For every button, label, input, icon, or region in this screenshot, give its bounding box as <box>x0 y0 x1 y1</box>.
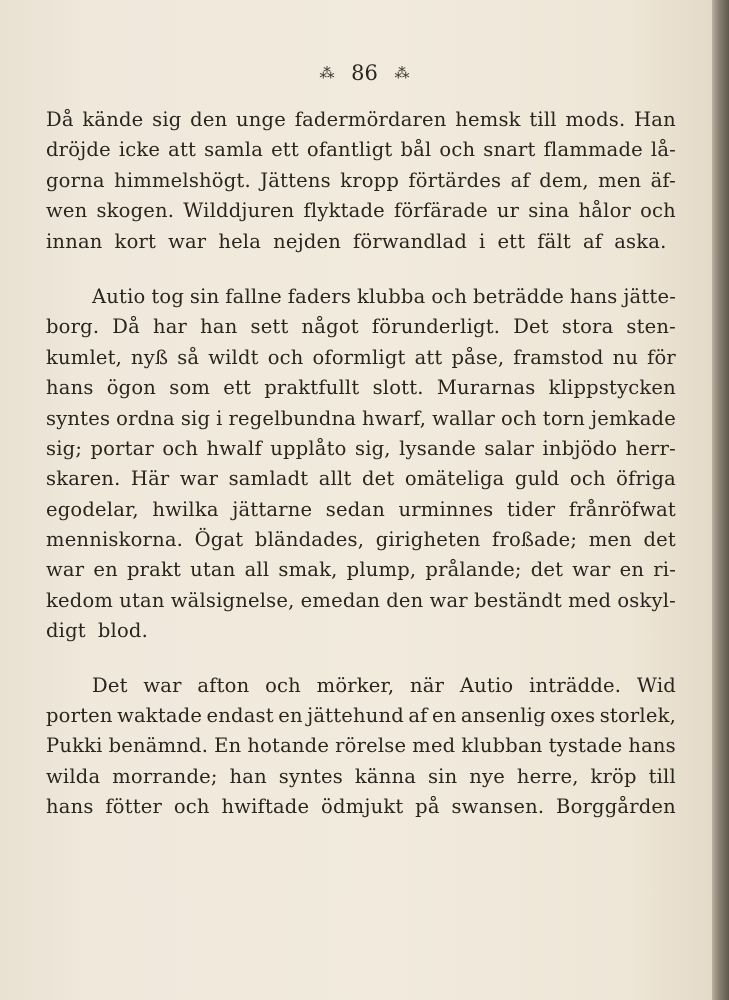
body-text <box>46 105 676 823</box>
word: froßade; <box>492 528 578 552</box>
word: sig <box>152 108 182 131</box>
word: herre, <box>516 764 579 788</box>
word: hans <box>628 734 676 758</box>
word: Jättens <box>260 168 331 192</box>
word: flyktade <box>303 199 385 223</box>
text-line <box>46 525 676 555</box>
word: i <box>216 406 223 430</box>
word: war <box>429 588 468 612</box>
word: hemsk <box>455 108 521 131</box>
word: af <box>582 229 603 253</box>
ornament-left-icon: ⁂ <box>319 64 335 82</box>
word: att <box>168 138 197 162</box>
word: snart <box>483 138 536 162</box>
word: och <box>265 673 301 697</box>
word: det <box>643 528 676 552</box>
text-line <box>46 495 676 525</box>
paragraph-2 <box>46 282 676 647</box>
text-line <box>46 671 676 701</box>
word: innan <box>46 229 103 253</box>
word: oformligt <box>312 345 406 369</box>
word: unge <box>236 108 286 131</box>
word: Det <box>513 315 549 339</box>
text-line <box>46 586 676 616</box>
word: beträdde <box>473 284 564 308</box>
word: hans <box>46 795 94 819</box>
word: menniskorna. <box>46 528 184 552</box>
text-line <box>46 227 676 257</box>
word: förwandlad <box>353 229 467 253</box>
word: jemkade <box>591 406 676 430</box>
text-line <box>46 135 676 165</box>
word: äf- <box>650 168 676 192</box>
word: men <box>588 528 632 552</box>
word: wallar <box>432 406 496 430</box>
text-line <box>46 343 676 373</box>
word: nejden <box>273 229 342 253</box>
word: ofantligt <box>306 138 393 162</box>
word: kedom <box>46 588 114 612</box>
word: ri- <box>653 558 676 582</box>
word: och <box>501 406 537 430</box>
word: sig, <box>354 436 391 460</box>
text-line <box>46 373 676 403</box>
word: med <box>568 588 612 612</box>
word: wildt <box>208 345 259 369</box>
text-line <box>46 701 676 731</box>
word: hotande <box>247 734 330 758</box>
word: swansen. <box>451 795 545 819</box>
text-line <box>46 616 676 646</box>
word: endast <box>206 704 274 728</box>
word: Autio <box>459 673 514 697</box>
word: flammade <box>543 138 643 162</box>
word: hwiftade <box>221 795 310 819</box>
word: hålor <box>578 199 632 223</box>
word: sedan <box>325 497 385 521</box>
text-line <box>46 105 676 135</box>
word: wälsignelse, <box>170 588 295 612</box>
word: den <box>386 588 424 612</box>
word: ansenlig <box>460 704 546 728</box>
word: wen <box>46 199 88 223</box>
word: kröp <box>590 764 637 788</box>
word: han <box>200 315 238 339</box>
word: klippstycken <box>548 376 676 400</box>
word: waktade <box>117 704 203 728</box>
paragraph-1 <box>46 105 676 257</box>
word: klubba <box>357 284 426 308</box>
word: Borggården <box>556 795 676 819</box>
word: samladt <box>228 467 309 491</box>
word: så <box>177 345 200 369</box>
word: war <box>168 229 207 253</box>
word: porten <box>46 704 113 728</box>
word: en <box>619 558 645 582</box>
word: bländades, <box>254 528 365 552</box>
word: omäteliga <box>404 467 505 491</box>
word: hans <box>46 376 94 400</box>
word: ödmjukt <box>321 795 404 819</box>
word: en <box>278 704 303 728</box>
word: till <box>529 108 557 131</box>
word: en <box>432 704 457 728</box>
word: och <box>173 795 210 819</box>
word: och <box>267 345 304 369</box>
word: det <box>361 467 395 491</box>
word: ögon <box>106 376 157 400</box>
word: och <box>569 467 606 491</box>
word: hwalf <box>206 436 262 460</box>
word: nu <box>612 345 639 369</box>
word: salar <box>484 436 535 460</box>
word: lå- <box>650 138 676 162</box>
word: afton <box>197 673 250 697</box>
word: hwilka <box>152 497 219 521</box>
word: sten- <box>626 315 676 339</box>
word: och <box>439 138 476 162</box>
word: mods. <box>565 108 626 131</box>
word: dem, <box>539 168 589 192</box>
word: all <box>244 558 270 582</box>
word: sina <box>528 199 570 223</box>
text-line <box>46 555 676 585</box>
word: Det <box>92 673 128 697</box>
page-number: 86 <box>351 61 378 85</box>
word: girigheten <box>375 528 481 552</box>
word: till <box>648 764 676 788</box>
text-line <box>46 464 676 494</box>
word: i <box>479 229 486 253</box>
word: egodelar, <box>46 497 139 521</box>
word: Då <box>112 315 140 339</box>
word: oskyl- <box>617 588 676 612</box>
word: utan <box>190 558 236 582</box>
word: inträdde. <box>529 673 622 697</box>
word: Wid <box>636 673 676 697</box>
word: tystade <box>548 734 623 758</box>
word: fadermördaren <box>294 108 447 131</box>
word: blod. <box>97 619 148 643</box>
word: utan <box>119 588 165 612</box>
word: nye <box>469 764 505 788</box>
word: men <box>598 168 642 192</box>
word: sig; <box>46 436 83 460</box>
word: Murarnas <box>436 376 536 400</box>
word: Wilddjuren <box>183 199 295 223</box>
text-line <box>46 434 676 464</box>
word: kropp <box>340 168 400 192</box>
word: och <box>162 436 199 460</box>
word: faders <box>287 284 352 308</box>
word: som <box>169 376 211 400</box>
word: inbjödo <box>542 436 618 460</box>
word: kumlet, <box>46 345 123 369</box>
word: och <box>431 284 468 308</box>
text-line <box>46 282 676 312</box>
word: sin <box>427 764 458 788</box>
word: tog <box>151 284 185 308</box>
word: prålande; <box>425 558 522 582</box>
page-edge <box>712 0 729 1000</box>
word: jättarne <box>232 497 313 521</box>
word: den <box>190 108 228 131</box>
ornament-right-icon: ⁂ <box>394 64 410 82</box>
word: borg. <box>46 315 100 339</box>
word: på <box>415 795 440 819</box>
word: digt <box>46 619 86 643</box>
word: för <box>647 345 676 369</box>
word: guld <box>514 467 560 491</box>
word: beständt <box>473 588 562 612</box>
word: förfärade <box>393 199 488 223</box>
word: war <box>143 673 182 697</box>
word: att <box>414 345 443 369</box>
word: tider <box>506 497 556 521</box>
word: benämnd. <box>108 734 209 758</box>
word: aska. <box>614 229 667 253</box>
text-line <box>46 312 676 342</box>
word: sig <box>180 406 211 430</box>
word: morrande; <box>112 764 218 788</box>
word: en <box>93 558 118 582</box>
word: herr- <box>625 436 676 460</box>
word: plump, <box>346 558 417 582</box>
word: ett <box>271 138 299 162</box>
word: Han <box>634 108 676 131</box>
word: oxes <box>550 704 596 728</box>
word: öfriga <box>616 467 676 491</box>
word: upplåto <box>270 436 347 460</box>
word: bål <box>400 138 432 162</box>
word: han <box>229 764 267 788</box>
word: smak, <box>278 558 338 582</box>
word: urminnes <box>398 497 494 521</box>
word: icke <box>118 138 161 162</box>
word: praktfullt <box>264 376 360 400</box>
word: hwarf, <box>362 406 427 430</box>
text-line <box>46 166 676 196</box>
word: jättehund <box>307 704 404 728</box>
word: fält <box>537 229 571 253</box>
word: fallne <box>225 284 282 308</box>
word: hela <box>218 229 262 253</box>
word: war <box>179 467 219 491</box>
word: dröjde <box>46 138 111 162</box>
word: samla <box>204 138 264 162</box>
word: af <box>510 168 530 192</box>
word: Här <box>130 467 170 491</box>
word: gorna <box>46 168 105 192</box>
text-line <box>46 404 676 434</box>
word: det <box>530 558 564 582</box>
word: ett <box>223 376 252 400</box>
word: portar <box>90 436 154 460</box>
word: lysande <box>399 436 476 460</box>
text-line <box>46 762 676 792</box>
page-header <box>0 60 729 86</box>
word: med <box>412 734 456 758</box>
word: prakt <box>126 558 182 582</box>
word: himmelshögt. <box>114 168 251 192</box>
word: kort <box>114 229 157 253</box>
word: wilda <box>46 764 101 788</box>
word: klubban <box>461 734 543 758</box>
word: ordna <box>116 406 175 430</box>
word: syntes <box>46 406 111 430</box>
word: war <box>46 558 85 582</box>
word: skogen. <box>96 199 175 223</box>
word: kände <box>82 108 144 131</box>
word: allt <box>318 467 352 491</box>
text-line <box>46 196 676 226</box>
word: sett <box>250 315 289 339</box>
word: nyß <box>131 345 169 369</box>
word: stora <box>561 315 614 339</box>
word: mörker, <box>316 673 395 697</box>
word: sin <box>189 284 220 308</box>
paragraph-3 <box>46 671 676 823</box>
word: känna <box>354 764 417 788</box>
word: hans <box>569 284 618 308</box>
word: påse, <box>451 345 505 369</box>
word: storlek, <box>599 704 676 728</box>
word: Autio <box>92 284 146 308</box>
word: syntes <box>278 764 343 788</box>
text-line <box>46 731 676 761</box>
word: regelbundna <box>228 406 357 430</box>
word: En <box>214 734 242 758</box>
word: jätte- <box>623 284 676 308</box>
word: rörelse <box>335 734 407 758</box>
word: slott. <box>372 376 424 400</box>
word: förunderligt. <box>371 315 501 339</box>
word: war <box>572 558 611 582</box>
word: skaren. <box>46 467 121 491</box>
word: fötter <box>105 795 163 819</box>
word: framstod <box>513 345 604 369</box>
word: torn <box>542 406 586 430</box>
word: förtärdes <box>408 168 502 192</box>
word: Då <box>46 108 74 131</box>
word: har <box>152 315 188 339</box>
text-line <box>46 792 676 822</box>
word: ur <box>496 199 520 223</box>
word: när <box>410 673 445 697</box>
word: frånröfwat <box>568 497 676 521</box>
word: emedan <box>300 588 381 612</box>
word: något <box>301 315 359 339</box>
word: af <box>408 704 428 728</box>
word: ett <box>497 229 526 253</box>
word: Ögat <box>194 528 244 552</box>
word: och <box>640 199 676 223</box>
word: Pukki <box>46 734 103 758</box>
